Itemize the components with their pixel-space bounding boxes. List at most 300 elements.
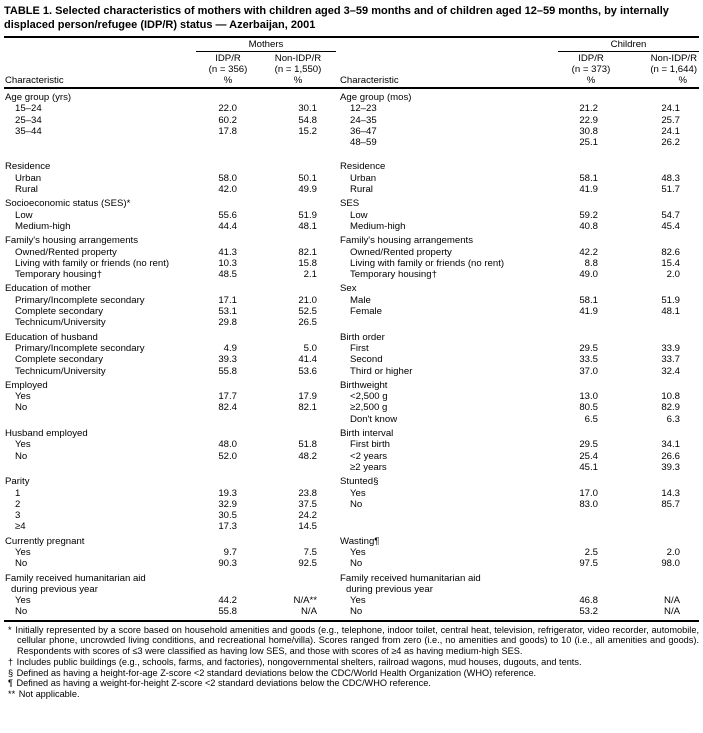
table-row <box>4 210 699 221</box>
value-cell <box>624 317 699 328</box>
value-cell: 59.2 <box>579 209 598 221</box>
table-row <box>4 425 699 439</box>
characteristic-cell: Technicum/University <box>15 317 106 329</box>
value-cell <box>558 195 624 209</box>
value-cell: 53.6 <box>298 365 317 377</box>
value-cell <box>624 533 699 547</box>
table-row <box>4 115 699 126</box>
value-cell: 85.7 <box>661 498 681 510</box>
characteristic-cell: Second <box>350 354 383 366</box>
value-cell: 29.5 <box>579 439 598 451</box>
group-header-children: Children <box>558 37 699 52</box>
characteristic-cell: Owned/Rented property <box>15 246 117 258</box>
value-cell: 83.0 <box>579 498 598 510</box>
value-cell: 26.6 <box>661 450 681 462</box>
table-row <box>4 221 699 232</box>
value-cell: N/A <box>664 595 681 607</box>
value-cell <box>196 280 260 294</box>
value-cell <box>260 473 336 487</box>
value-cell: 82.1 <box>298 246 317 258</box>
value-cell <box>260 137 336 148</box>
value-cell <box>196 473 260 487</box>
value-cell <box>558 570 624 584</box>
table-row <box>4 488 699 499</box>
characteristic-cell: 24–35 <box>350 114 377 126</box>
characteristic-cell: Living with family or friends (no rent) <box>350 257 505 269</box>
characteristic-cell: Living with family or friends (no rent) <box>15 257 170 269</box>
value-cell: 2.1 <box>303 269 317 281</box>
value-cell: 40.8 <box>579 220 598 232</box>
footnote <box>4 689 699 700</box>
characteristic-cell: Low <box>15 209 33 221</box>
table-body <box>4 88 699 621</box>
value-cell: 15.4 <box>661 257 681 269</box>
value-cell <box>260 158 336 172</box>
characteristic-cell <box>336 521 558 532</box>
value-cell: 15.2 <box>298 125 317 137</box>
characteristic-cell: Yes <box>15 595 31 607</box>
value-cell: 19.3 <box>218 487 237 499</box>
value-cell: 39.3 <box>218 354 237 366</box>
characteristic-cell: First birth <box>350 439 390 451</box>
value-cell: 17.3 <box>218 521 237 533</box>
characteristic-cell: Primary/Incomplete secondary <box>15 294 145 306</box>
footnote-marker: ¶ <box>8 678 16 689</box>
characteristic-cell: Birthweight <box>340 379 388 391</box>
characteristic-cell: 48–59 <box>350 137 377 149</box>
characteristic-cell: Parity <box>5 476 30 488</box>
characteristic-cell: Yes <box>15 439 31 451</box>
characteristic-cell: 25–34 <box>15 114 42 126</box>
value-cell <box>196 232 260 246</box>
footnote-marker: * <box>8 624 15 635</box>
value-cell: 37.5 <box>298 498 317 510</box>
table-row <box>4 462 699 473</box>
characteristic-cell: Yes <box>350 595 366 607</box>
value-cell: 25.4 <box>579 450 598 462</box>
value-cell: 23.8 <box>298 487 317 499</box>
characteristic-cell: Sex <box>340 283 357 295</box>
value-cell: 25.7 <box>661 114 681 126</box>
value-cell: 13.0 <box>579 391 598 403</box>
table-row <box>4 280 699 294</box>
value-cell: 82.9 <box>661 402 681 414</box>
value-cell: 92.5 <box>298 558 317 570</box>
characteristic-cell: No <box>4 606 196 620</box>
value-cell: 8.8 <box>584 257 598 269</box>
value-cell: 26.2 <box>661 137 681 149</box>
value-cell <box>624 88 699 103</box>
value-cell <box>624 377 699 391</box>
value-cell <box>558 510 624 521</box>
characteristic-cell: Yes <box>350 487 366 499</box>
table-row <box>4 126 699 137</box>
value-cell <box>260 377 336 391</box>
characteristic-cell <box>336 510 558 521</box>
value-cell <box>558 377 624 391</box>
column-n: (n = 1,550) <box>274 63 322 75</box>
table-title: TABLE 1. Selected characteristics of mothers with children aged 3–59 months and of children aged 12–59 months, by internally displaced person/refugee (IDP/R) status — Azerbaijan, 2001 <box>4 5 669 31</box>
value-cell <box>558 584 624 595</box>
column-header-children-idpr <box>558 52 624 76</box>
characteristic-cell: Age group (yrs) <box>5 92 72 103</box>
characteristic-cell: ≥4 <box>15 521 26 533</box>
table-row <box>4 343 699 354</box>
characteristic-cell: 35–44 <box>15 125 42 137</box>
value-cell: 10.3 <box>218 257 237 269</box>
characteristic-cell: Complete secondary <box>15 306 103 318</box>
column-name: Non-IDP/R <box>274 53 322 64</box>
value-cell: 17.9 <box>298 391 317 403</box>
table-row <box>4 377 699 391</box>
footnote-marker: ** <box>8 688 18 699</box>
characteristic-cell: Family received humanitarian aid <box>340 572 481 584</box>
value-cell: 45.1 <box>579 461 598 473</box>
value-cell <box>196 158 260 172</box>
value-cell: 4.9 <box>223 342 237 354</box>
value-cell <box>260 570 336 584</box>
value-cell: 44.2 <box>218 595 237 607</box>
footnote-text: Defined as having a weight-for-height Z-score <2 standard deviations below the CDC/WHO reference. <box>16 678 431 689</box>
characteristic-cell: Birth order <box>340 331 385 343</box>
value-cell <box>260 533 336 547</box>
footnote-text: Not applicable. <box>18 688 80 699</box>
value-cell: 26.5 <box>298 317 317 329</box>
value-cell <box>558 158 624 172</box>
characteristic-cell: Urban <box>350 172 377 184</box>
table-row <box>4 533 699 547</box>
value-cell: 48.0 <box>218 439 237 451</box>
characteristic-cell: Education of mother <box>5 283 91 295</box>
value-cell <box>558 280 624 294</box>
characteristic-cell: Currently pregnant <box>5 535 85 547</box>
value-cell: 33.7 <box>661 354 681 366</box>
group-header-row <box>4 37 699 52</box>
unit-label: % <box>624 75 699 88</box>
value-cell: 52.5 <box>298 306 317 318</box>
value-cell: 32.9 <box>218 498 237 510</box>
characteristic-cell <box>4 137 196 148</box>
value-cell: 30.8 <box>579 125 598 137</box>
value-cell: 49.9 <box>298 184 317 196</box>
value-cell: 6.3 <box>666 413 681 425</box>
value-cell: 5.0 <box>303 342 317 354</box>
characteristic-cell: No <box>15 450 28 462</box>
footnote <box>4 678 699 689</box>
footnote-marker: § <box>8 667 16 678</box>
characteristic-cell: during previous year <box>11 583 98 595</box>
footnote-text: Includes public buildings (e.g., schools, farms, and factories), nongovernmental shelters, railroad wagons, mud houses, dugouts, and tents. <box>16 656 582 667</box>
value-cell: 58.1 <box>579 172 598 184</box>
characteristic-cell: 36–47 <box>350 125 377 137</box>
characteristic-cell <box>336 317 558 328</box>
value-cell <box>624 510 699 521</box>
value-cell: 97.5 <box>579 558 598 570</box>
characteristic-cell: Medium-high <box>15 220 71 232</box>
value-cell <box>624 232 699 246</box>
value-cell <box>196 584 260 595</box>
value-cell <box>196 414 260 425</box>
value-cell: 15.8 <box>298 257 317 269</box>
value-cell: 58.1 <box>579 294 598 306</box>
value-cell: N/A <box>260 606 336 620</box>
characteristic-cell: Owned/Rented property <box>350 246 452 258</box>
value-cell: 48.3 <box>661 172 681 184</box>
characteristic-label-right: Characteristic <box>336 75 558 88</box>
characteristic-cell: 15–24 <box>15 103 42 115</box>
characteristic-cell: Rural <box>350 184 373 196</box>
value-cell <box>196 425 260 439</box>
value-cell: 24.1 <box>661 103 681 115</box>
footnotes <box>4 625 699 700</box>
table-row <box>4 317 699 328</box>
footnote-marker: † <box>8 656 16 667</box>
unit-label: % <box>260 75 336 88</box>
value-cell <box>196 533 260 547</box>
characteristic-cell: Family's housing arrangements <box>5 235 139 247</box>
value-cell: 21.2 <box>579 103 598 115</box>
characteristic-cell: Socioeconomic status (SES)* <box>5 198 131 210</box>
value-cell: 60.2 <box>218 114 237 126</box>
value-cell: 54.7 <box>661 209 681 221</box>
table-row <box>4 414 699 425</box>
characteristic-cell: Medium-high <box>350 220 406 232</box>
table-row <box>4 103 699 114</box>
value-cell <box>624 158 699 172</box>
characteristic-cell: Urban <box>15 172 42 184</box>
value-cell <box>558 521 624 532</box>
value-cell: N/A <box>624 606 699 620</box>
table-row <box>4 521 699 532</box>
value-cell: 80.5 <box>579 402 598 414</box>
value-cell <box>260 232 336 246</box>
value-cell: 17.7 <box>218 391 237 403</box>
value-cell: 98.0 <box>661 558 681 570</box>
characteristic-cell: ≥2 years <box>350 461 387 473</box>
value-cell <box>196 462 260 473</box>
characteristics-table <box>4 36 699 622</box>
table-row <box>4 329 699 343</box>
table-row <box>4 366 699 377</box>
value-cell: 45.4 <box>661 220 681 232</box>
value-cell: 24.1 <box>661 125 681 137</box>
value-cell: 25.1 <box>579 137 598 149</box>
value-cell: 82.4 <box>218 402 237 414</box>
value-cell <box>558 425 624 439</box>
value-cell: 48.2 <box>298 450 317 462</box>
value-cell: 14.5 <box>298 521 317 533</box>
characteristic-cell: Third or higher <box>350 365 413 377</box>
footnote <box>4 668 699 679</box>
table-row <box>4 137 699 148</box>
column-header-mothers-nonidpr <box>260 52 336 76</box>
characteristic-cell: <2,500 g <box>350 391 388 403</box>
value-cell: 14.3 <box>661 487 681 499</box>
characteristic-cell: Stunted§ <box>340 476 379 488</box>
table-row <box>4 547 699 558</box>
characteristic-cell: Female <box>350 306 382 318</box>
value-cell: 2.0 <box>666 546 681 558</box>
table-row <box>4 158 699 172</box>
table-row <box>4 232 699 246</box>
table-row <box>4 88 699 103</box>
footnote-text: Defined as having a height-for-age Z-score <2 standard deviations below the CDC/World Health Organization (WHO) reference. <box>16 667 537 678</box>
characteristic-cell: No <box>350 498 363 510</box>
characteristic-cell: No <box>336 606 558 620</box>
characteristic-cell: Male <box>350 294 371 306</box>
units-row <box>4 75 699 88</box>
value-cell: 90.3 <box>218 558 237 570</box>
value-cell: 53.1 <box>218 306 237 318</box>
table-row <box>4 148 699 158</box>
value-cell: 55.8 <box>196 606 260 620</box>
value-cell: 29.5 <box>579 342 598 354</box>
value-cell: 51.9 <box>661 294 681 306</box>
characteristic-cell: Rural <box>15 184 38 196</box>
value-cell <box>260 195 336 209</box>
value-cell: 22.0 <box>218 103 237 115</box>
characteristic-cell: SES <box>340 198 360 210</box>
value-cell: 33.9 <box>661 342 681 354</box>
value-cell <box>260 329 336 343</box>
value-cell: 55.6 <box>218 209 237 221</box>
value-cell: 41.3 <box>218 246 237 258</box>
characteristic-cell: Employed <box>5 379 48 391</box>
value-cell <box>260 425 336 439</box>
value-cell: 48.1 <box>298 220 317 232</box>
table-row <box>4 258 699 269</box>
characteristic-cell: 12–23 <box>350 103 377 115</box>
table-row <box>4 295 699 306</box>
spacer-cell <box>4 37 196 52</box>
characteristic-cell: <2 years <box>350 450 388 462</box>
value-cell: 37.0 <box>579 365 598 377</box>
spacer-cell <box>336 52 558 76</box>
value-cell <box>558 317 624 328</box>
characteristic-cell: Residence <box>5 161 51 173</box>
value-cell <box>260 584 336 595</box>
table-row <box>4 473 699 487</box>
value-cell: 46.8 <box>579 595 598 607</box>
column-header-mothers-idpr <box>196 52 260 76</box>
table-row <box>4 391 699 402</box>
value-cell: 82.1 <box>298 402 317 414</box>
value-cell: 51.8 <box>298 439 317 451</box>
value-cell <box>558 329 624 343</box>
table-row <box>4 558 699 569</box>
value-cell <box>196 195 260 209</box>
value-cell <box>260 280 336 294</box>
value-cell <box>196 377 260 391</box>
value-cell <box>558 473 624 487</box>
column-name: IDP/R <box>215 53 241 64</box>
value-cell <box>196 329 260 343</box>
table-row <box>4 173 699 184</box>
value-cell <box>196 88 260 103</box>
characteristic-cell: Husband employed <box>5 428 88 440</box>
spacer-cell <box>4 148 699 158</box>
value-cell <box>624 425 699 439</box>
characteristic-cell: Yes <box>15 546 31 558</box>
table-row <box>4 184 699 195</box>
value-cell: 6.5 <box>584 413 598 425</box>
value-cell: 44.4 <box>218 220 237 232</box>
value-cell <box>624 570 699 584</box>
value-cell: 29.8 <box>218 317 237 329</box>
characteristic-cell: Education of husband <box>5 331 98 343</box>
value-cell: 21.0 <box>298 294 317 306</box>
value-cell: 55.8 <box>218 365 237 377</box>
table-row <box>4 247 699 258</box>
table-header <box>4 37 699 88</box>
characteristic-cell: Don't know <box>350 413 398 425</box>
characteristic-cell: Primary/Incomplete secondary <box>15 342 145 354</box>
value-cell <box>196 137 260 148</box>
characteristic-cell: Age group (mos) <box>340 92 412 103</box>
characteristic-cell: Birth interval <box>340 428 394 440</box>
table-row <box>4 595 699 606</box>
characteristic-cell: 2 <box>15 498 21 510</box>
table-row <box>4 570 699 584</box>
value-cell <box>624 521 699 532</box>
table-row <box>4 306 699 317</box>
characteristic-cell: Wasting¶ <box>340 535 380 547</box>
value-cell: 52.0 <box>218 450 237 462</box>
value-cell: 10.8 <box>661 391 681 403</box>
table-row <box>4 510 699 521</box>
characteristic-cell: Temporary housing† <box>350 269 437 281</box>
value-cell <box>624 584 699 595</box>
column-n: (n = 373) <box>571 63 611 75</box>
value-cell: N/A** <box>293 595 317 607</box>
value-cell: 48.1 <box>661 306 681 318</box>
value-cell: 58.0 <box>218 172 237 184</box>
value-cell: 33.5 <box>579 354 598 366</box>
characteristic-cell: during previous year <box>346 583 433 595</box>
spacer-cell <box>4 52 196 76</box>
value-cell <box>558 533 624 547</box>
table-row <box>4 354 699 365</box>
column-n: (n = 1,644) <box>650 63 698 75</box>
table-row <box>4 584 699 595</box>
value-cell: 54.8 <box>298 114 317 126</box>
characteristic-cell: Family's housing arrangements <box>340 235 474 247</box>
table-row <box>4 195 699 209</box>
characteristic-cell: No <box>15 402 28 414</box>
value-cell: 39.3 <box>661 461 681 473</box>
unit-label: % <box>196 75 260 88</box>
footnote <box>4 657 699 668</box>
characteristic-cell: Technicum/University <box>15 365 106 377</box>
characteristic-cell: Low <box>350 209 368 221</box>
value-cell <box>260 414 336 425</box>
value-cell <box>624 195 699 209</box>
spacer-cell <box>336 37 558 52</box>
value-cell: 34.1 <box>661 439 681 451</box>
value-cell <box>624 473 699 487</box>
value-cell: 41.9 <box>579 306 598 318</box>
characteristic-cell: Yes <box>15 391 31 403</box>
value-cell <box>624 329 699 343</box>
characteristic-cell: Yes <box>350 546 366 558</box>
characteristic-cell: Family received humanitarian aid <box>5 572 146 584</box>
footnote <box>4 625 699 657</box>
value-cell: 82.6 <box>661 246 681 258</box>
value-cell: 49.0 <box>579 269 598 281</box>
column-n: (n = 356) <box>208 63 248 75</box>
value-cell: 9.7 <box>223 546 237 558</box>
value-cell: 17.8 <box>218 125 237 137</box>
